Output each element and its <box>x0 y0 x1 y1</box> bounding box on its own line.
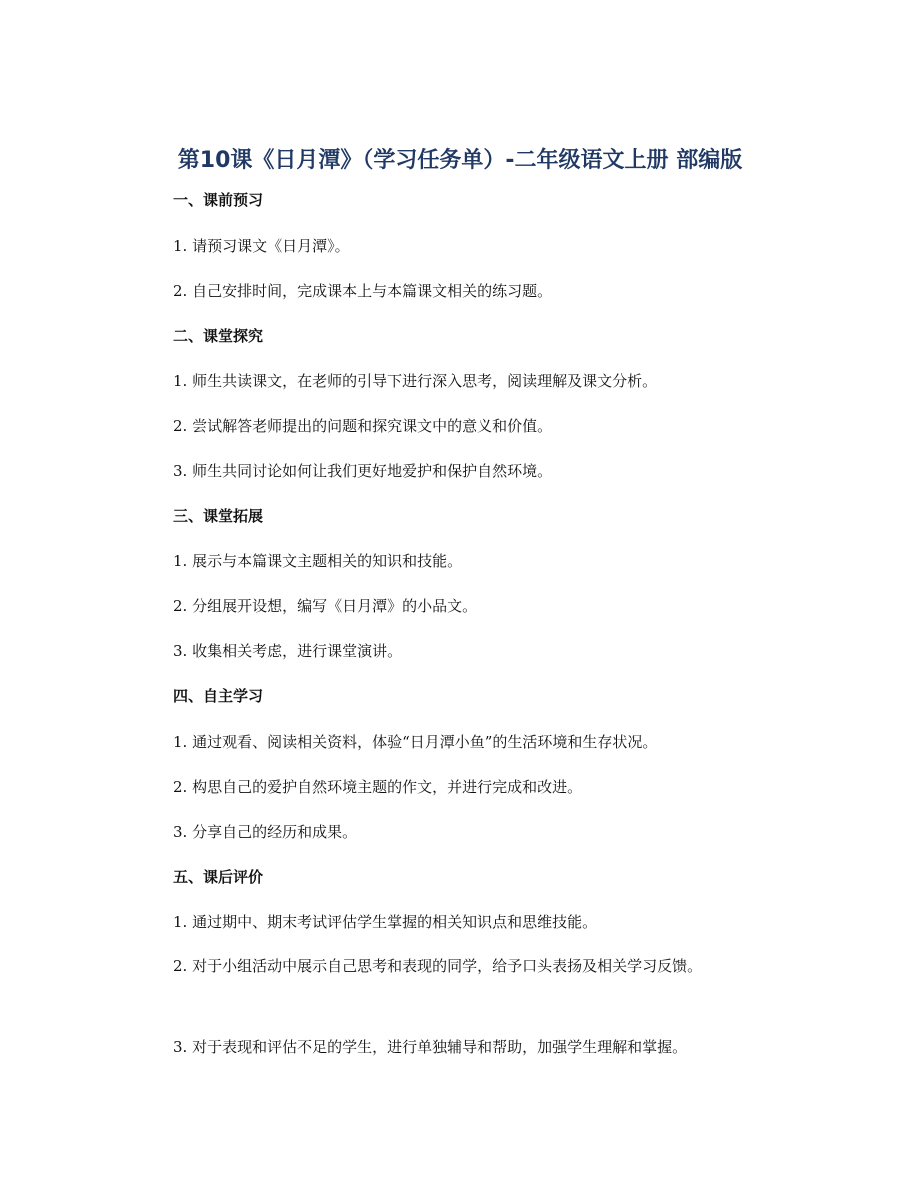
list-item: 2. 尝试解答老师提出的问题和探究课文中的意义和价值。 <box>173 417 553 435</box>
list-item: 3. 收集相关考虑，进行课堂演讲。 <box>173 642 403 660</box>
list-item: 2. 对于小组活动中展示自己思考和表现的同学，给予口头表扬及相关学习反馈。 <box>173 957 703 975</box>
list-item: 3. 分享自己的经历和成果。 <box>173 823 358 841</box>
section-heading-classroom-extension: 三、课堂拓展 <box>173 507 264 525</box>
list-item: 1. 通过期中、期末考试评估学生掌握的相关知识点和思维技能。 <box>173 913 598 931</box>
list-item: 3. 对于表现和评估不足的学生，进行单独辅导和帮助，加强学生理解和掌握。 <box>173 1038 688 1056</box>
list-item: 1. 展示与本篇课文主题相关的知识和技能。 <box>173 552 463 570</box>
list-item: 1. 师生共读课文，在老师的引导下进行深入思考，阅读理解及课文分析。 <box>173 372 658 390</box>
section-heading-preview: 一、课前预习 <box>173 191 264 209</box>
section-heading-self-study: 四、自主学习 <box>173 687 264 705</box>
list-item: 2. 自己安排时间，完成课本上与本篇课文相关的练习题。 <box>173 282 553 300</box>
list-item: 1. 通过观看、阅读相关资料，体验“日月潭小鱼”的生活环境和生存状况。 <box>173 733 658 751</box>
list-item: 2. 分组展开设想，编写《日月潭》的小品文。 <box>173 597 478 615</box>
list-item: 3. 师生共同讨论如何让我们更好地爱护和保护自然环境。 <box>173 462 553 480</box>
document-title: 第10课《日月潭》（学习任务单）-二年级语文上册 部编版 <box>177 148 743 173</box>
section-heading-evaluation: 五、课后评价 <box>173 868 264 886</box>
list-item: 1. 请预习课文《日月潭》。 <box>173 237 350 255</box>
list-item: 2. 构思自己的爱护自然环境主题的作文，并进行完成和改进。 <box>173 778 583 796</box>
section-heading-classroom-inquiry: 二、课堂探究 <box>173 327 264 345</box>
